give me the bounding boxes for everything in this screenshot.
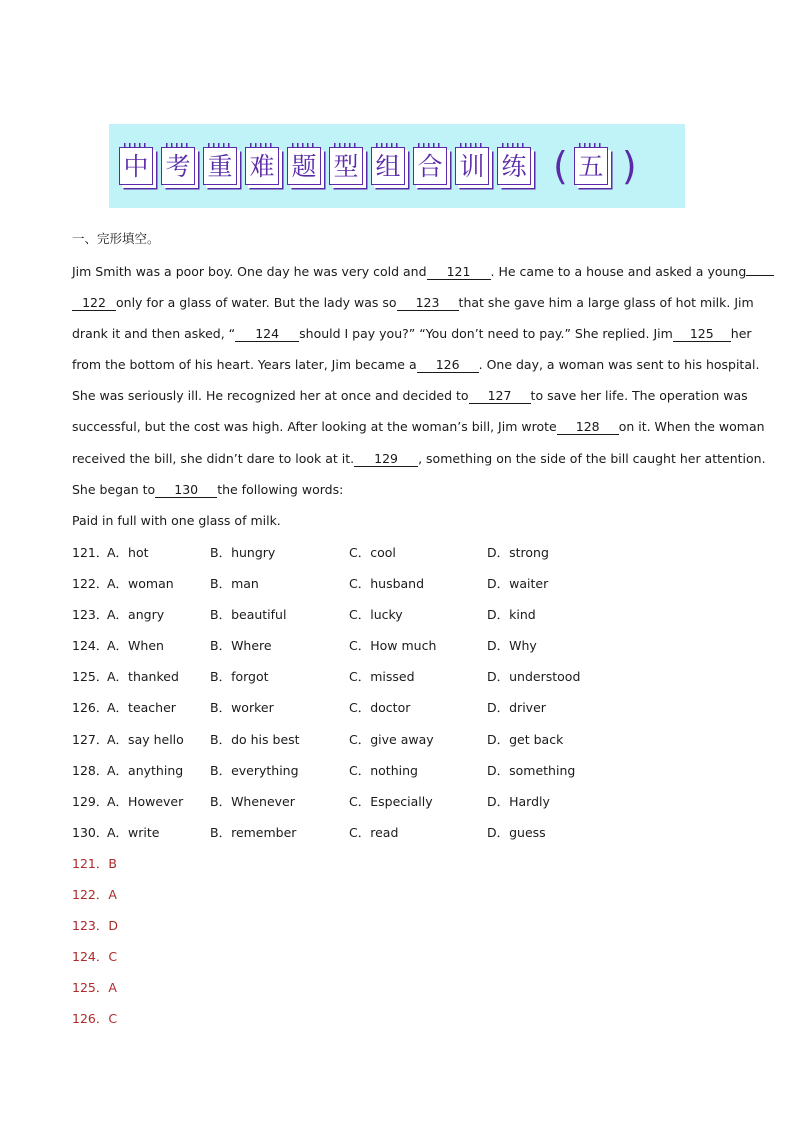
title-char: 合 [413, 147, 447, 185]
option-b: B．forgot [210, 669, 269, 685]
option-b: B．hungry [210, 545, 276, 560]
option-a: A．When [107, 638, 164, 654]
answer-item: 124．C [72, 949, 118, 965]
question-number: 130． [72, 824, 109, 840]
option-a: A．teacher [107, 700, 176, 716]
option-d: D．Why [487, 638, 537, 654]
cloze-blank: 127 [469, 389, 531, 404]
answer-item: 123．D [72, 918, 118, 934]
title-char: 重 [203, 147, 237, 185]
option-c: C．missed [349, 669, 415, 685]
title-number: 五 [574, 147, 608, 185]
passage-text: only for a glass of water. But the lady was so [116, 295, 397, 311]
option-b: B．Whenever [210, 793, 295, 809]
option-c: C．read [349, 824, 399, 840]
passage-text: successful, but the cost was high. After looking at the woman’s bill, Jim wrote [72, 419, 557, 435]
title-chars [119, 147, 539, 185]
cloze-blank [746, 275, 774, 276]
passage-text: that she gave him a large glass of hot milk. Jim [458, 295, 754, 311]
cloze-blank: 128 [557, 420, 619, 435]
option-a: A．thanked [107, 669, 179, 685]
option-a: A．say hello [107, 731, 184, 747]
section-heading: 一、完形填空。 [72, 231, 160, 246]
passage-line [72, 287, 754, 318]
title-banner [109, 124, 685, 208]
option-b: B．worker [210, 700, 274, 716]
passage-text: drank it and then asked, “ [72, 326, 236, 342]
answer-item: 125．A [72, 980, 117, 996]
title-char: 难 [245, 147, 279, 185]
passage-text: , something on the side of the bill caught her attention. [418, 450, 766, 466]
cloze-blank: 123 [397, 296, 459, 311]
passage-text: the following words: [217, 481, 344, 497]
option-c: C．Especially [349, 793, 433, 809]
cloze-passage [72, 256, 766, 536]
option-d: D．strong [487, 545, 549, 560]
passage-text: her [730, 326, 752, 342]
option-c: C．doctor [349, 700, 411, 716]
passage-line [72, 380, 748, 411]
passage-line [72, 411, 765, 442]
option-c: C．husband [349, 576, 425, 592]
option-b: B．do his best [210, 731, 300, 747]
passage-text: She was seriously ill. He recognized her at once and decided to [72, 388, 469, 404]
cloze-blank: 122 [72, 296, 116, 311]
title-char: 组 [371, 147, 405, 185]
option-a: A．write [107, 824, 160, 840]
title-char: 练 [497, 147, 531, 185]
passage-text: to save her life. The operation was [530, 388, 748, 404]
option-d: D．understood [487, 669, 581, 685]
option-a: A．woman [107, 576, 174, 592]
answer-item: 126．C [72, 1011, 118, 1027]
question-number: 126． [72, 700, 109, 716]
passage-line [72, 349, 760, 380]
option-d: D．get back [487, 731, 564, 747]
option-d: D．guess [487, 824, 546, 840]
passage-text: . One day, a woman was sent to his hospital. [478, 357, 760, 373]
cloze-blank: 130 [155, 483, 217, 498]
answer-item: 121．B [72, 856, 117, 871]
option-c: C．give away [349, 731, 434, 747]
option-a: A．hot [107, 545, 149, 560]
option-d: D．driver [487, 700, 546, 716]
title-paren-open: ( [553, 144, 568, 188]
option-b: B．remember [210, 824, 297, 840]
title-paren-close: ) [621, 144, 637, 188]
question-number: 127． [72, 731, 109, 747]
passage-line [72, 505, 722, 536]
question-number: 121． [72, 545, 109, 560]
title-char: 中 [119, 147, 153, 185]
option-b: B．beautiful [210, 607, 287, 623]
option-c: C．How much [349, 638, 437, 654]
passage-text: should I pay you?” “You don’t need to pay.” She replied. Jim [299, 326, 673, 342]
option-d: D．waiter [487, 576, 549, 592]
option-a: A．However [107, 793, 184, 809]
passage-text: Paid in full with one glass of milk. [72, 512, 281, 528]
title-char: 题 [287, 147, 321, 185]
question-number: 122． [72, 576, 109, 592]
option-d: D．kind [487, 607, 536, 623]
passage-text: Jim Smith was a poor boy. One day he was very cold and [72, 264, 427, 279]
passage-text: on it. When the woman [618, 419, 765, 435]
option-b: B．Where [210, 638, 272, 654]
cloze-blank: 124 [235, 327, 299, 342]
title-char: 训 [455, 147, 489, 185]
question-number: 124． [72, 638, 109, 654]
option-a: A．anything [107, 762, 184, 778]
passage-text: She began to [72, 481, 156, 497]
answer-list [72, 848, 118, 1035]
passage-text: . He came to a house and asked a young [490, 264, 747, 279]
cloze-blank: 121 [427, 265, 491, 280]
passage-line [72, 256, 747, 287]
cloze-blank: 125 [673, 327, 731, 342]
cloze-blank: 126 [417, 358, 479, 373]
option-d: D．Hardly [487, 793, 550, 809]
question-number: 129． [72, 793, 109, 809]
title-char: 考 [161, 147, 195, 185]
title-char: 型 [329, 147, 363, 185]
option-b: B．everything [210, 762, 299, 778]
question-number: 123． [72, 607, 109, 623]
passage-line [72, 474, 722, 505]
option-a: A．angry [107, 607, 165, 623]
option-d: D．something [487, 762, 576, 778]
option-b: B．man [210, 576, 259, 592]
option-c: C．cool [349, 545, 396, 560]
option-c: C．lucky [349, 607, 403, 623]
answer-item: 122．A [72, 887, 117, 903]
cloze-blank: 129 [354, 452, 418, 467]
passage-text: from the bottom of his heart. Years later, Jim became a [72, 357, 417, 373]
question-number: 125． [72, 669, 109, 685]
question-number: 128． [72, 762, 109, 778]
passage-line [72, 443, 766, 474]
passage-line [72, 318, 752, 349]
passage-text: received the bill, she didn’t dare to look at it. [72, 450, 355, 466]
option-c: C．nothing [349, 762, 418, 778]
